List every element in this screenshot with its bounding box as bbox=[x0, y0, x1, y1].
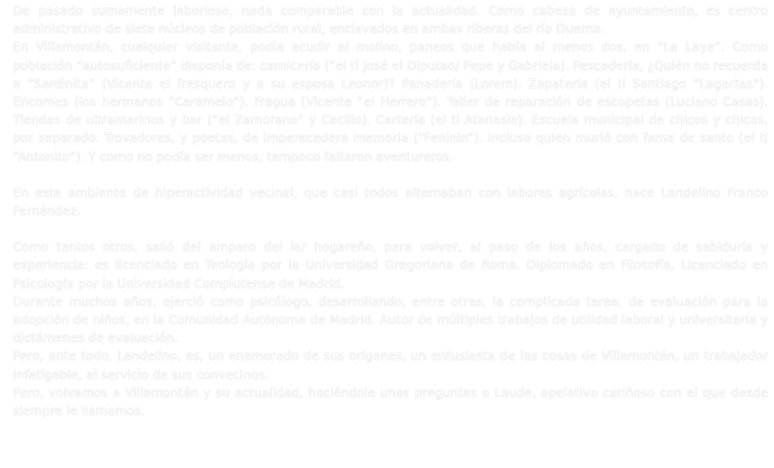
paragraph-history: De pasado sumamente laborioso, nada comparable con la actualidad. Como cabeza de ayuntamiento, es centro administrativo de siete núcleos de población rural, enclavados en ambas riberas del río Duerna. bbox=[13, 4, 768, 37]
paragraph-trades: En Villamontán, cualquier visitante, podía acudir al molino, paneos que había al menos dos, en “La Laya”. Como población “autosuficiente” disponía de: carnicería (“el ti José el Diputao/ Pepe y Gabriela). Pescadería, ¿Quién no recuerda a “Sardinita” (Vicente el fresquero y a su esposa Leonor)? Panadería (Lorem). Zapatería (el ti Santiago “Lagartas”). Encomes (los hermanos “Caramelo”). Fragua (Vicente “el Herrero”). Taller de reparación de escopetas (Luciano Casas). Tiendas de ultramarinos y bar (“el Zamorano” y Cecilio). Cartería (el ti Atanasio). Escuela municipal de chicos y chicas, por separado. Trovadores, y poetas, de imperecedera memoria (“Feninin”). Incluso quien murió con fama de santo (el ti “Antonito”). Y como no podía ser menos, tampoco faltaron aventureros. bbox=[13, 40, 768, 164]
paragraph-spacer bbox=[13, 220, 768, 238]
paragraph-character: Pero, ante todo, Landelino, es, un enamorado de sus orígenes, un entusiasta de las cosas de Villamontán, un trabajador infatigable, al servicio de sus convecinos. bbox=[13, 349, 768, 382]
paragraph-career: Durante muchos años, ejerció como psicólogo, desarrollando, entre otras, la complicada tarea, de evaluación para la adopción de niños, en la Comunidad Autónoma de Madrid. Autor de múltiples trabajos de utilidad laboral y universitaria y dictámenes de evaluación. bbox=[13, 294, 768, 346]
paragraph-interview-intro: Pero, volvamos a Villamontán y su actualidad, haciéndole unas preguntas a Laude, apelativo cariñoso con el que desde siempre le llamamos. bbox=[13, 385, 768, 419]
paragraph-spacer bbox=[13, 166, 768, 184]
paragraph-birth: En este ambiente de hiperactividad vecinal, que casi todos alternaban con labores agrícolas, nace Landelino Franco Fernández. bbox=[13, 185, 768, 219]
paragraph-education: Como tantos otros, salió del amparo del lar hogareño, para volver, al paso de los años, cargado de sabiduría y experiencia: es licenciado en Teología por la Universidad Gregoriana de Roma. Diplomado en Filosofía, Licenciado en Psicología por la Universidad Complutense de Madrid. bbox=[13, 240, 768, 291]
